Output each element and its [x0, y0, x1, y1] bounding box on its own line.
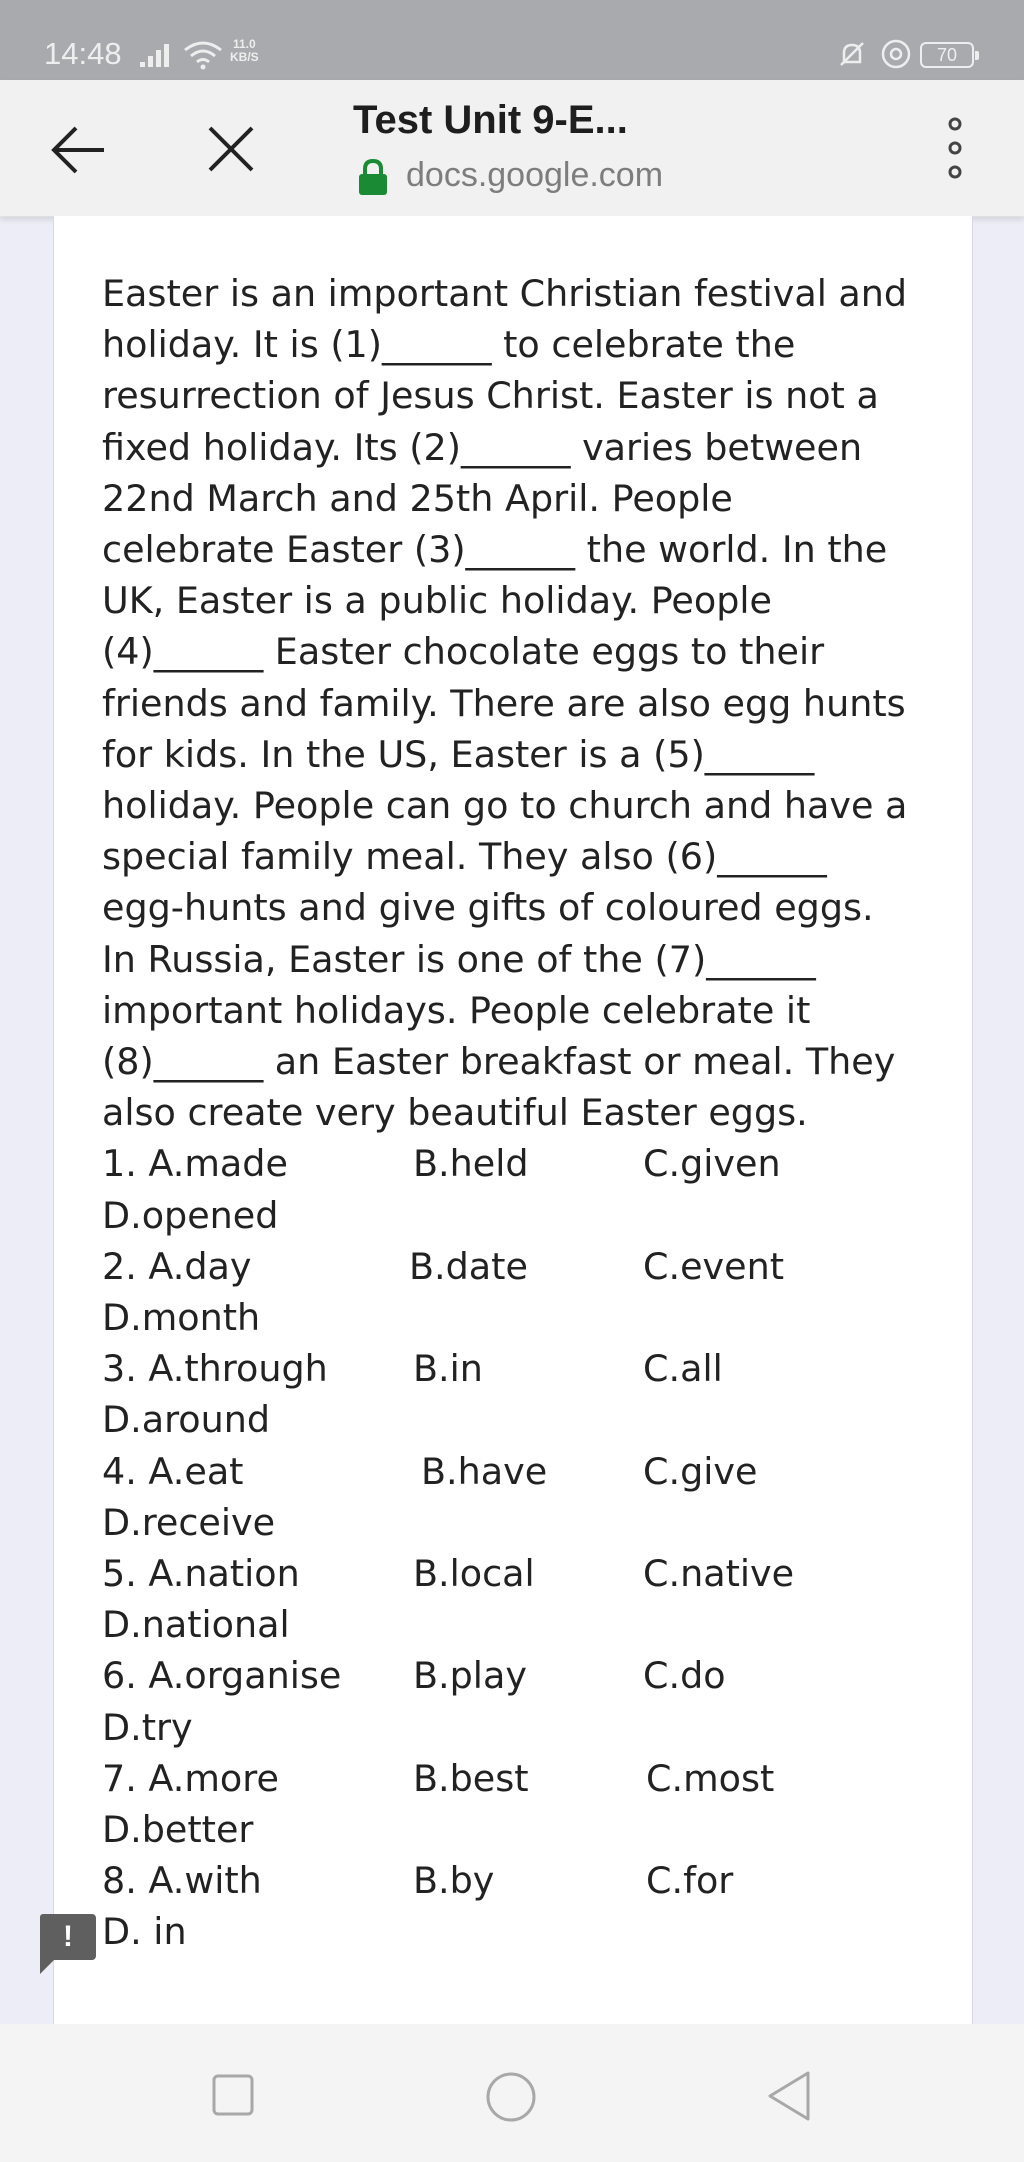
option-c: C.all: [643, 1347, 723, 1391]
option-d: D. in: [102, 1910, 187, 1954]
option-d: D.better: [102, 1807, 254, 1851]
passage-line: important holidays. People celebrate it: [102, 988, 811, 1032]
option-d: D.try: [102, 1705, 193, 1749]
question-8: [102, 1855, 922, 1957]
back-triangle-icon[interactable]: [766, 2070, 812, 2122]
passage-line: holiday. It is (1)______ to celebrate the: [102, 323, 796, 367]
question-6: [102, 1650, 922, 1752]
close-icon[interactable]: [202, 120, 260, 178]
option-c: C.given: [643, 1142, 781, 1186]
option-d: D.opened: [102, 1193, 279, 1237]
option-b: B.play: [413, 1654, 527, 1698]
option-a: 5. A.nation: [102, 1551, 300, 1595]
passage-line: celebrate Easter (3)______ the world. In the: [102, 528, 888, 572]
passage-line: (8)______ an Easter breakfast or meal. They: [102, 1040, 896, 1084]
passage-line: for kids. In the US, Easter is a (5)______: [102, 732, 815, 776]
feedback-tab[interactable]: !: [40, 1914, 96, 1960]
passage-line: fixed holiday. Its (2)______ varies between: [102, 425, 863, 469]
lock-icon: [357, 158, 389, 196]
option-c: C.give: [643, 1449, 758, 1493]
navigation-bar: [0, 2024, 1024, 2162]
status-bar: [0, 0, 1024, 80]
option-c: C.event: [643, 1244, 785, 1288]
passage-line: special family meal. They also (6)______: [102, 835, 827, 879]
option-b: B.best: [413, 1756, 529, 1800]
speed-value: 11.0: [232, 37, 256, 51]
option-d: D.receive: [102, 1500, 276, 1544]
question-2: [102, 1241, 922, 1343]
bell-muted-icon: [836, 38, 868, 74]
passage: [102, 268, 922, 1138]
option-d: D.month: [102, 1296, 261, 1340]
more-vert-icon[interactable]: [940, 114, 970, 184]
option-b: B.date: [409, 1244, 528, 1288]
question-list: [102, 1138, 922, 1957]
option-a: 1. A.made: [102, 1142, 288, 1186]
passage-line: Easter is an important Christian festival and: [102, 272, 908, 315]
signal-icon: [140, 40, 176, 72]
passage-line: (4)______ Easter chocolate eggs to their: [102, 630, 825, 674]
back-arrow-icon[interactable]: [48, 122, 108, 178]
option-c: C.native: [643, 1551, 795, 1595]
option-b: B.local: [413, 1551, 535, 1595]
option-a: 4. A.eat: [102, 1449, 244, 1493]
passage-line: egg-hunts and give gifts of coloured eggs.: [102, 886, 874, 930]
option-b: B.held: [413, 1142, 529, 1186]
option-c: C.do: [643, 1654, 726, 1698]
option-d: D.around: [102, 1398, 271, 1442]
browser-toolbar: [0, 80, 1024, 217]
option-a: 2. A.day: [102, 1244, 252, 1288]
passage-line: also create very beautiful Easter eggs.: [102, 1091, 808, 1135]
passage-line: friends and family. There are also egg hunts: [102, 681, 906, 725]
option-d: D.national: [102, 1603, 290, 1647]
question-5: [102, 1548, 922, 1650]
battery-icon: 70: [920, 42, 974, 68]
url-text[interactable]: docs.google.com: [406, 156, 664, 194]
option-b: B.in: [413, 1347, 483, 1391]
option-a: 6. A.organise: [102, 1654, 342, 1698]
option-c: C.for: [646, 1859, 734, 1903]
question-4: [102, 1446, 922, 1548]
passage-line: holiday. People can go to church and have a: [102, 784, 908, 828]
question-3: [102, 1343, 922, 1445]
option-b: B.have: [421, 1449, 548, 1493]
at-icon: [880, 38, 912, 74]
option-a: 7. A.more: [102, 1756, 279, 1800]
document-body: [102, 268, 922, 1957]
option-a: 8. A.with: [102, 1859, 262, 1903]
network-speed: [230, 38, 259, 64]
option-c: C.most: [646, 1756, 775, 1800]
passage-line: In Russia, Easter is one of the (7)______: [102, 937, 816, 981]
passage-line: resurrection of Jesus Christ. Easter is not a: [102, 374, 879, 418]
wifi-icon: [183, 40, 223, 74]
home-circle-icon[interactable]: [486, 2072, 536, 2122]
question-1: [102, 1138, 922, 1240]
recents-square-icon[interactable]: [212, 2074, 254, 2116]
status-time: 14:48: [44, 36, 122, 71]
option-a: 3. A.through: [102, 1347, 328, 1391]
option-b: B.by: [413, 1859, 495, 1903]
passage-line: 22nd March and 25th April. People: [102, 476, 733, 520]
speed-unit: KB/S: [230, 50, 259, 64]
page-title: Test Unit 9-E...: [353, 98, 628, 142]
question-7: [102, 1753, 922, 1855]
passage-line: UK, Easter is a public holiday. People: [102, 579, 772, 623]
